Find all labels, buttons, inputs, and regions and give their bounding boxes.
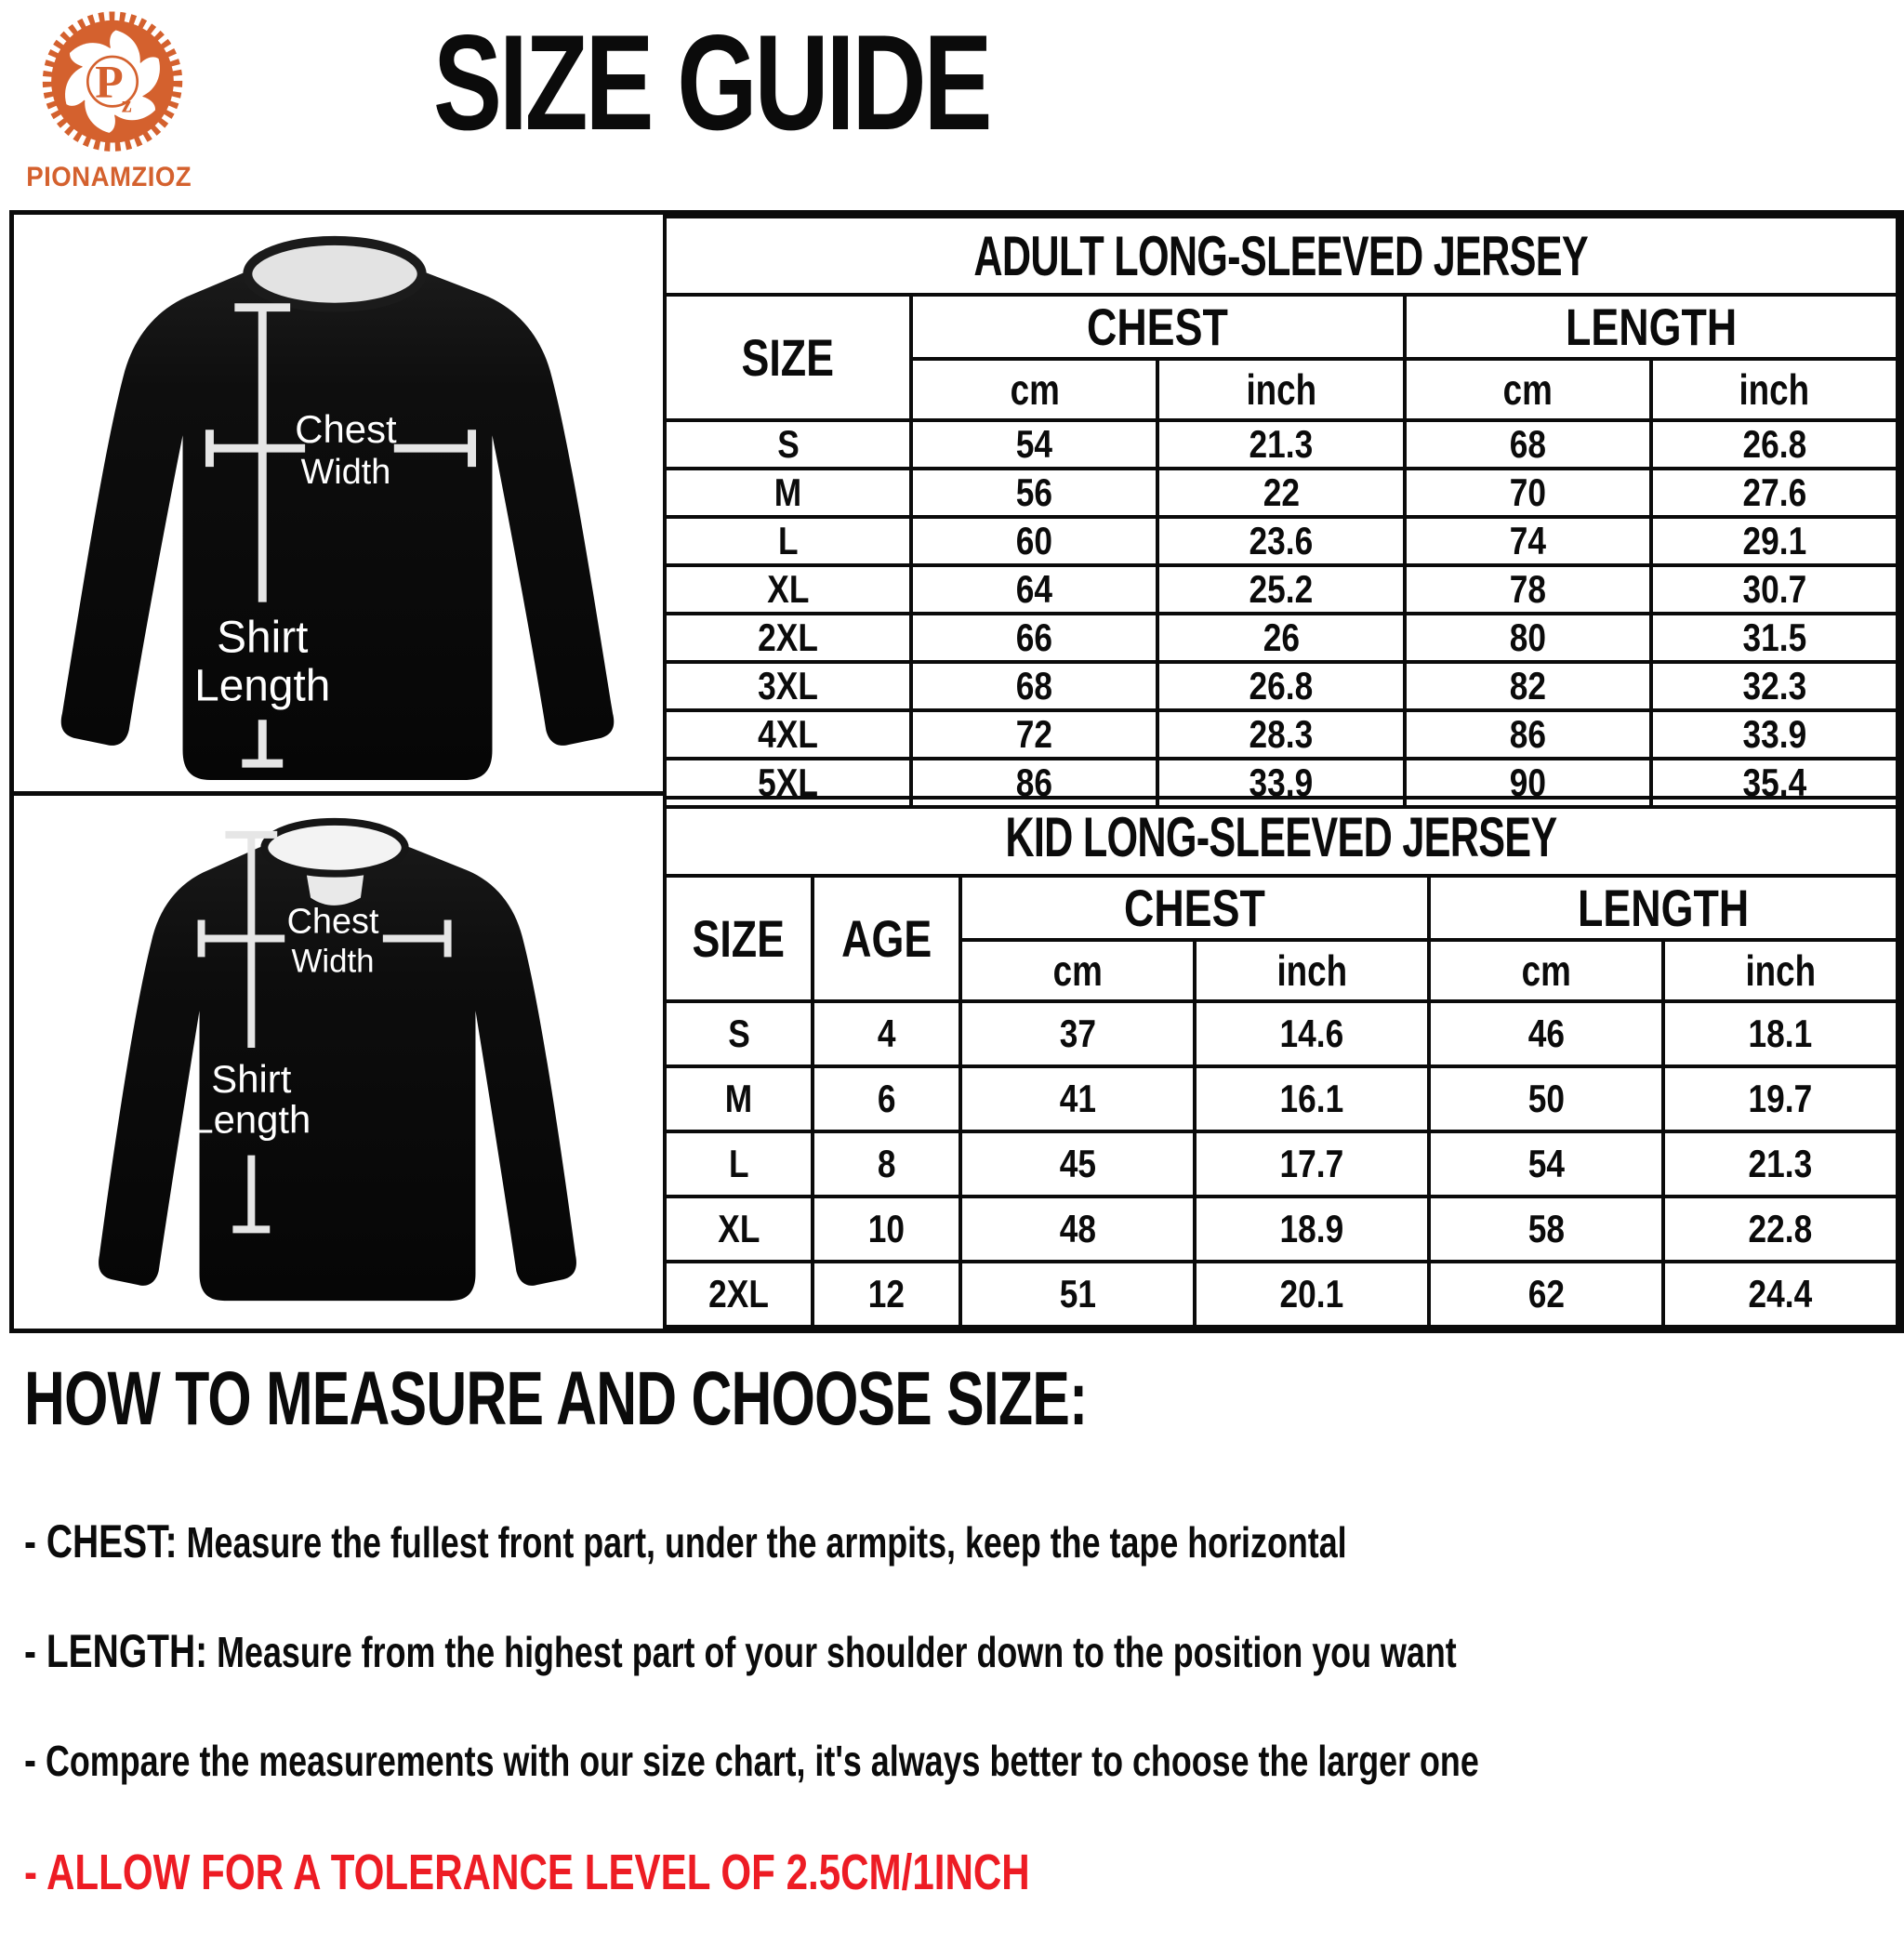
table-row: XL 64 25.2 78 30.7 [665, 565, 1897, 614]
shirt-length-label: Shirt [217, 613, 309, 663]
col-header-size: SIZE [665, 295, 911, 420]
unit-header-cm: cm [1429, 940, 1663, 1001]
logo-monogram-sub: z [121, 92, 132, 118]
table-row: L 8 45 17.7 54 21.3 [665, 1131, 1897, 1197]
svg-text:Length: Length [192, 1097, 311, 1142]
adult-jersey-image [19, 215, 658, 790]
table-row: S 54 21.3 68 26.8 [665, 420, 1897, 469]
col-header-length: LENGTH [1429, 876, 1897, 940]
col-header-age: AGE [813, 876, 960, 1001]
col-header-size: SIZE [665, 876, 813, 1001]
svg-text:Length: Length [194, 661, 331, 711]
instructions-heading: HOW TO MEASURE AND CHOOSE SIZE: [24, 1356, 1088, 1441]
unit-header-inch: inch [1157, 359, 1404, 420]
table-row: M 6 41 16.1 50 19.7 [665, 1066, 1897, 1131]
brand-gear-logo-icon [24, 4, 201, 169]
size-chart-panel [9, 210, 1904, 1333]
col-header-chest: CHEST [911, 295, 1404, 359]
unit-header-inch: inch [1651, 359, 1897, 420]
table-row: L 60 23.6 74 29.1 [665, 517, 1897, 565]
adult-table-wrap [663, 215, 1899, 804]
instruction-chest: - CHEST: Measure the fullest front part, under the armpits, keep the tape horizontal [24, 1515, 1347, 1567]
kid-jersey-image [19, 796, 658, 1317]
shirt-length-label: Shirt [211, 1056, 292, 1101]
unit-header-cm: cm [960, 940, 1195, 1001]
unit-header-cm: cm [911, 359, 1157, 420]
kid-table-title: KID LONG-SLEEVED JERSEY [665, 798, 1897, 876]
col-header-length: LENGTH [1405, 295, 1897, 359]
adult-table-title: ADULT LONG-SLEEVED JERSEY [665, 217, 1897, 295]
kid-table-wrap [663, 796, 1899, 1329]
unit-header-inch: inch [1663, 940, 1897, 1001]
instruction-compare: - Compare the measurements with our size chart, it's always better to choose the larger one [24, 1734, 1479, 1786]
svg-text:Width: Width [300, 453, 391, 493]
brand-name: PIONAMZIOZ [26, 162, 192, 192]
chest-width-label: Chest [295, 407, 397, 452]
table-row: XL 10 48 18.9 58 22.8 [665, 1197, 1897, 1262]
kid-shirt-figure [14, 796, 663, 1329]
kid-size-table [663, 796, 1899, 1329]
table-row: 3XL 68 26.8 82 32.3 [665, 662, 1897, 710]
adult-shirt-figure [14, 215, 663, 796]
adult-collar [247, 241, 421, 308]
adult-size-table [663, 215, 1899, 809]
table-row: 4XL 72 28.3 86 33.9 [665, 710, 1897, 759]
instruction-tolerance: - ALLOW FOR A TOLERANCE LEVEL OF 2.5CM/1INCH [24, 1844, 1030, 1900]
svg-text:Width: Width [291, 943, 375, 980]
col-header-chest: CHEST [960, 876, 1429, 940]
unit-header-cm: cm [1405, 359, 1651, 420]
measure-instructions [24, 1356, 1884, 1957]
table-row: 2XL 66 26 80 31.5 [665, 614, 1897, 662]
table-row: 5XL 86 33.9 90 35.4 [665, 759, 1897, 807]
instruction-length: - LENGTH: Measure from the highest part of your shoulder down to the position you want [24, 1624, 1457, 1677]
logo-monogram: P [95, 56, 124, 108]
chest-width-label: Chest [286, 902, 379, 942]
kid-collar [264, 822, 404, 874]
table-row: 2XL 12 51 20.1 62 24.4 [665, 1262, 1897, 1327]
table-row: M 56 22 70 27.6 [665, 469, 1897, 517]
table-row: S 4 37 14.6 46 18.1 [665, 1001, 1897, 1066]
unit-header-inch: inch [1195, 940, 1429, 1001]
page-title: SIZE GUIDE [433, 7, 990, 158]
